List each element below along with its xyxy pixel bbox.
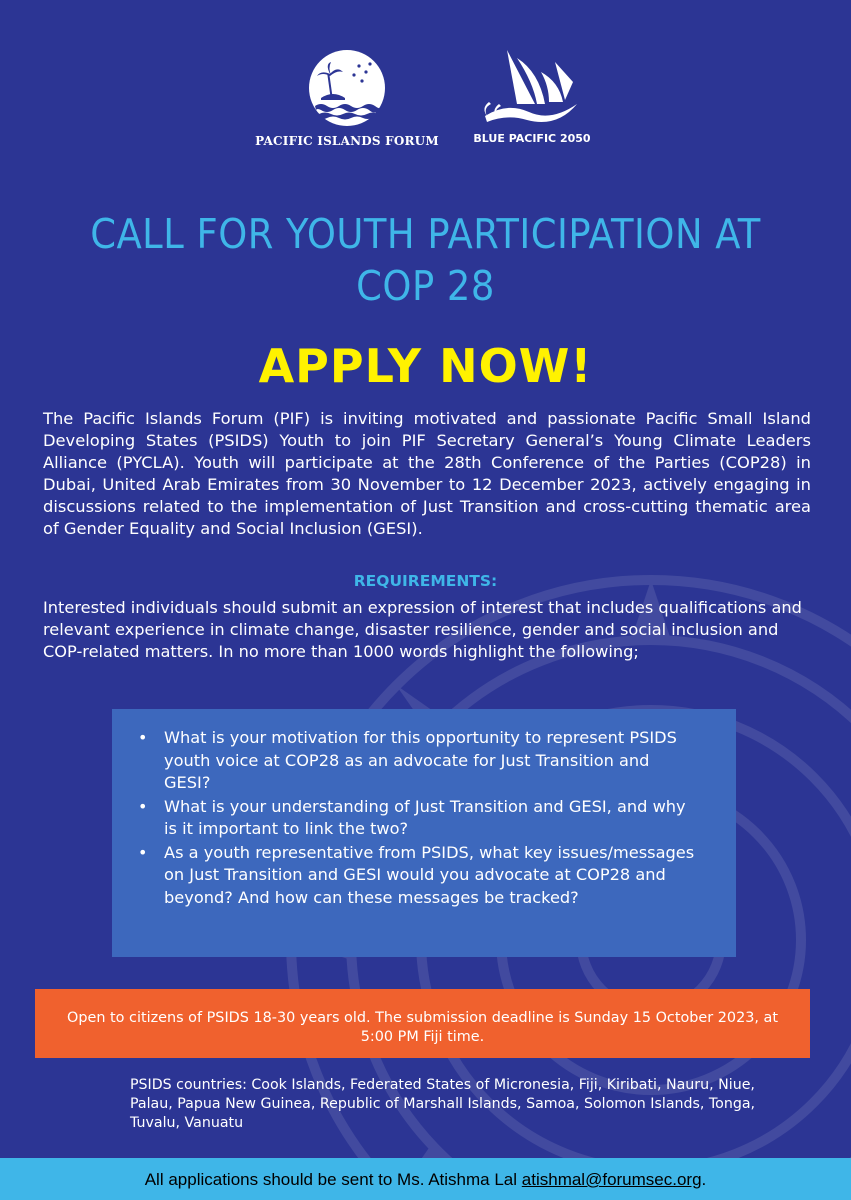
- question-item: • What is your motivation for this opportunity to represent PSIDS youth voice at COP28 as an advocate for Just Transition and GESI?: [164, 727, 700, 795]
- intro-paragraph: The Pacific Islands Forum (PIF) is inviting motivated and passionate Pacific Small Island Developing States (PSIDS) Youth to join PIF Secretary General’s Young Climate Leaders Alliance (PYCLA). Youth will participate at the 28th Conference of the Parties (COP28) in Dubai, United Arab Emirates from 30 November to 12 December 2023, actively engaging in discussions related to the implementation of Just Transition and cross-cutting thematic area of Gender Equality and Social Inclusion (GESI).: [43, 409, 811, 538]
- footer-bar: [0, 1158, 851, 1200]
- pif-emblem-icon: [307, 48, 387, 128]
- requirements-heading: REQUIREMENTS:: [353, 572, 498, 590]
- title-line-1: CALL FOR YOUTH PARTICIPATION AT: [90, 210, 761, 258]
- blue-pacific-sail-icon: [477, 42, 587, 130]
- pif-logo: [252, 48, 442, 148]
- blue-pacific-logo: [462, 42, 602, 145]
- logos-row: [0, 48, 851, 158]
- eligibility-text: Open to citizens of PSIDS 18-30 years old. The submission deadline is Sunday 15 October 2023, at 5:00 PM Fiji time.: [67, 1010, 778, 1045]
- contact-email-link[interactable]: atishmal@forumsec.org: [521, 1170, 702, 1189]
- footer-text: All applications should be sent to Ms. Atishma Lal: [144, 1170, 518, 1189]
- question-item: • As a youth representative from PSIDS, what key issues/messages on Just Transition and GESI would you advocate at COP28 and beyond? And how can these messages be tracked?: [164, 842, 700, 910]
- pif-logo-label: PACIFIC ISLANDS FORUM: [255, 134, 439, 148]
- title-line-2: COP 28: [356, 262, 495, 310]
- apply-now-heading: APPLY NOW!: [258, 339, 593, 393]
- eligibility-banner: [35, 989, 810, 1058]
- blue-pacific-logo-label: BLUE PACIFIC 2050: [473, 132, 591, 145]
- questions-box: [112, 709, 736, 957]
- psids-countries: PSIDS countries: Cook Islands, Federated States of Micronesia, Fiji, Kiribati, Nauru, Niue, Palau, Papua New Guinea, Republic of Marshall Islands, Samoa, Solomon Islands, Tonga, Tuvalu, Vanuatu: [130, 1077, 756, 1131]
- requirements-text: Interested individuals should submit an expression of interest that includes qualifications and relevant experience in climate change, disaster resilience, gender and social inclusion and COP-related matters. In no more than 1000 words highlight the following;: [43, 598, 802, 661]
- question-item: • What is your understanding of Just Transition and GESI, and why is it important to link the two?: [164, 796, 700, 841]
- questions-list: [164, 727, 700, 909]
- footer-period: .: [701, 1170, 707, 1189]
- page-title: [40, 208, 811, 312]
